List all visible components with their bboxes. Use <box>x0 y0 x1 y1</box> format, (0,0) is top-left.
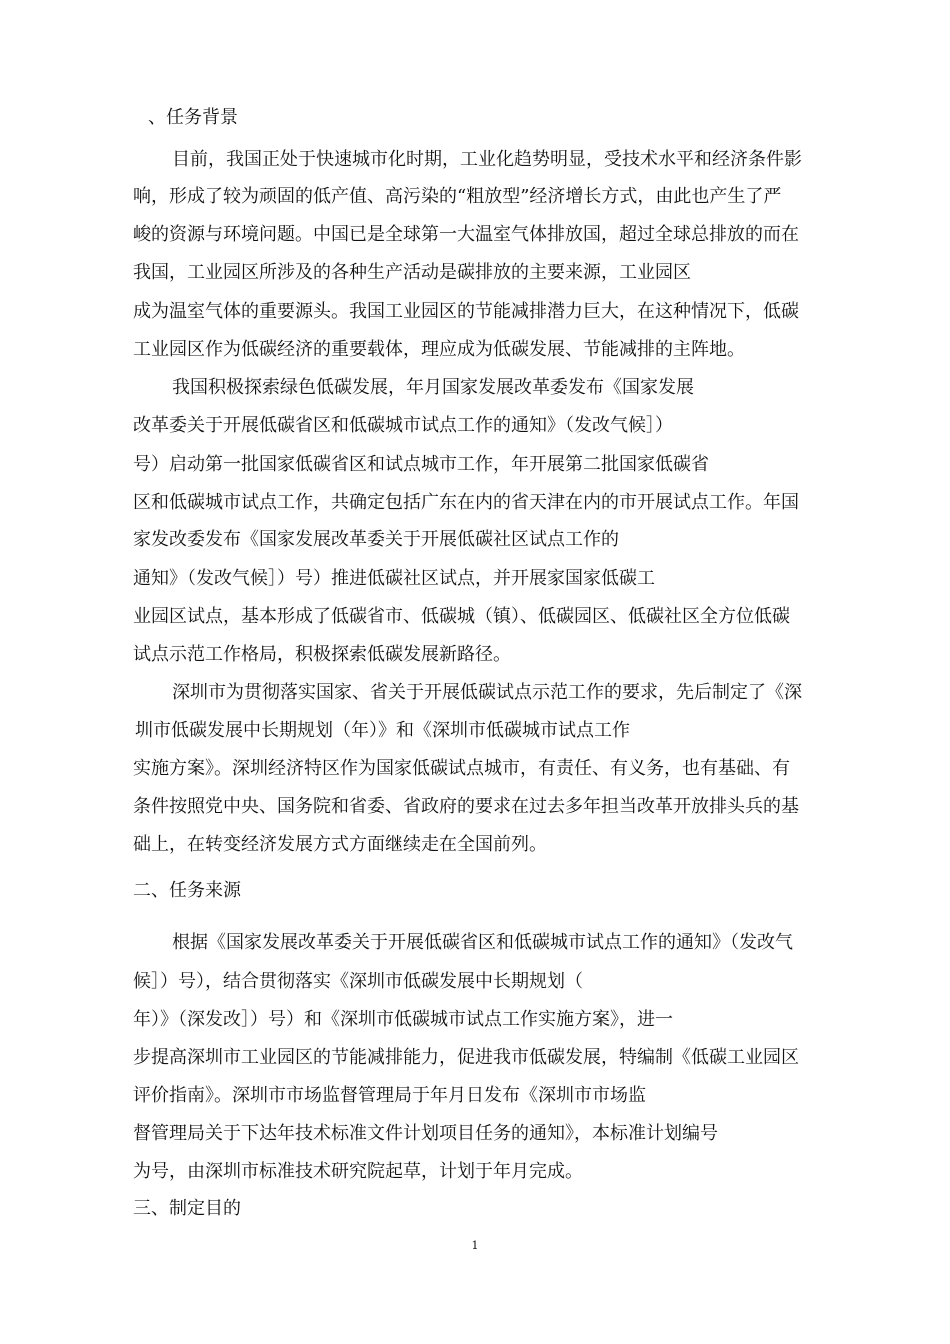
paragraph-line: 响，形成了较为顽固的低产值、高污染的“粗放型”经济增长方式，由此也产生了严 <box>133 186 782 207</box>
heading-task-background: 、任务背景 <box>148 107 238 128</box>
paragraph-line: 目前，我国正处于快速城市化时期，工业化趋势明显，受技术水平和经济条件影 <box>172 149 802 170</box>
paragraph-line: 我国积极探索绿色低碳发展，年月国家发展改革委发布《国家发展 <box>172 377 694 398</box>
paragraph-line: 步提高深圳市工业园区的节能减排能力，促进我市低碳发展，特编制《低碳工业园区 <box>133 1047 799 1068</box>
paragraph-line: 深圳市为贯彻落实国家、省关于开展低碳试点示范工作的要求，先后制定了《深 <box>172 682 802 703</box>
paragraph-line: 年）》（深发改］）号）和《深圳市低碳城市试点工作实施方案》，进一 <box>133 1009 673 1030</box>
paragraph-line: 督管理局关于下达年技术标准文件计划项目任务的通知》，本标准计划编号 <box>133 1123 718 1144</box>
paragraph-line: 候］）号），结合贯彻落实《深圳市低碳发展中长期规划（ <box>133 971 583 992</box>
paragraph-line: 通知》（发改气候］）号）推进低碳社区试点，并开展家国家低碳工 <box>133 568 655 589</box>
paragraph-line: 号）启动第一批国家低碳省区和试点城市工作，年开展第二批国家低碳省 <box>133 454 709 475</box>
paragraph-line: 评价指南》。深圳市市场监督管理局于年月日发布《深圳市市场监 <box>133 1085 646 1106</box>
paragraph-line: 改革委关于开展低碳省区和低碳城市试点工作的通知》（发改气候］） <box>133 415 673 436</box>
paragraph-line: 圳市低碳发展中长期规划（年）》和《深圳市低碳城市试点工作 <box>135 720 630 741</box>
page-number: 1 <box>471 1239 479 1252</box>
heading-task-source: 二、任务来源 <box>133 880 241 901</box>
heading-purpose: 三、制定目的 <box>133 1198 241 1219</box>
paragraph-line: 根据《国家发展改革委关于开展低碳省区和低碳城市试点工作的通知》（发改气 <box>172 932 793 953</box>
paragraph-line: 实施方案》。深圳经济特区作为国家低碳试点城市，有责任、有义务，也有基础、有 <box>133 758 790 779</box>
paragraph-line: 业园区试点，基本形成了低碳省市、低碳城（镇）、低碳园区、低碳社区全方位低碳 <box>133 606 790 627</box>
paragraph-line: 区和低碳城市试点工作，共确定包括广东在内的省天津在内的市开展试点工作。年国 <box>133 492 799 513</box>
paragraph-line: 条件按照党中央、国务院和省委、省政府的要求在过去多年担当改革开放排头兵的基 <box>133 796 799 817</box>
paragraph-line: 础上，在转变经济发展方式方面继续走在全国前列。 <box>133 834 547 855</box>
paragraph-line: 峻的资源与环境问题。中国已是全球第一大温室气体排放国，超过全球总排放的而在 <box>133 224 799 245</box>
paragraph-line: 家发改委发布《国家发展改革委关于开展低碳社区试点工作的 <box>133 529 619 550</box>
paragraph-line: 工业园区作为低碳经济的重要载体，理应成为低碳发展、节能减排的主阵地。 <box>133 339 745 360</box>
paragraph-line: 为号，由深圳市标准技术研究院起草，计划于年月完成。 <box>133 1161 583 1182</box>
paragraph-line: 成为温室气体的重要源头。我国工业园区的节能减排潜力巨大，在这种情况下，低碳 <box>133 301 799 322</box>
paragraph-line: 我国，工业园区所涉及的各种生产活动是碳排放的主要来源，工业园区 <box>133 262 691 283</box>
paragraph-line: 试点示范工作格局，积极探索低碳发展新路径。 <box>133 644 511 665</box>
